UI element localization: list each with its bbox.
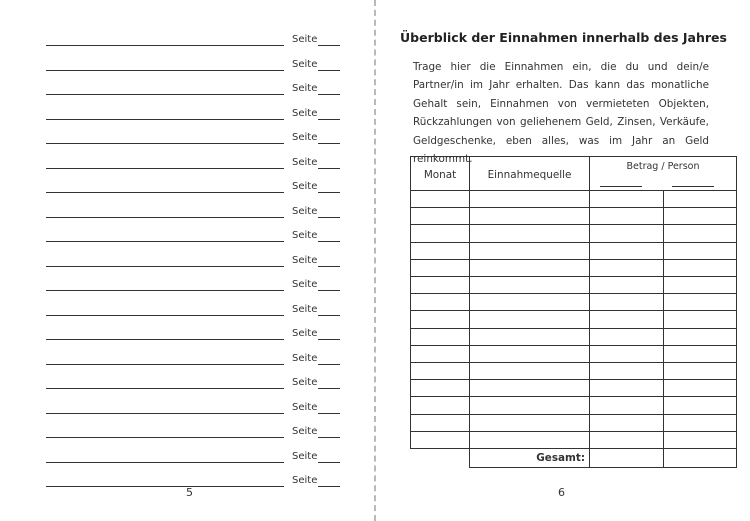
- source-cell[interactable]: [469, 207, 590, 225]
- index-page-number-blank[interactable]: [318, 143, 340, 144]
- index-entry-line[interactable]: [46, 70, 284, 71]
- index-row: [46, 273, 346, 293]
- total-person-1-cell[interactable]: [589, 448, 664, 468]
- index-page-label: Seite: [292, 303, 318, 315]
- index-entry-line[interactable]: [46, 437, 284, 438]
- table-row: [410, 242, 737, 260]
- source-cell[interactable]: [469, 362, 590, 380]
- table-row: [410, 190, 737, 208]
- index-row: [46, 224, 346, 244]
- index-row: [46, 469, 346, 489]
- amount-person-1-cell[interactable]: [589, 293, 664, 311]
- index-row: [46, 28, 346, 48]
- index-entry-line[interactable]: [46, 143, 284, 144]
- month-cell[interactable]: [410, 431, 470, 449]
- amount-person-2-cell[interactable]: [663, 362, 737, 380]
- table-row: [410, 224, 737, 242]
- amount-person-2-cell[interactable]: [663, 207, 737, 225]
- index-page-label: Seite: [292, 205, 318, 217]
- index-page-number-blank[interactable]: [318, 192, 340, 193]
- index-page-label: Seite: [292, 132, 318, 143]
- amount-person-1-cell[interactable]: [589, 396, 664, 414]
- index-row: [46, 445, 346, 465]
- month-cell[interactable]: [410, 207, 470, 225]
- amount-person-2-cell[interactable]: [663, 293, 737, 311]
- month-cell[interactable]: [410, 396, 470, 414]
- index-page-number-blank[interactable]: [318, 70, 340, 71]
- index-page-number-blank[interactable]: [318, 94, 340, 95]
- month-cell[interactable]: [410, 259, 470, 277]
- person-2-blank[interactable]: [672, 186, 714, 187]
- source-cell[interactable]: [469, 224, 590, 242]
- index-row: [46, 371, 346, 391]
- amount-person-1-cell[interactable]: [589, 276, 664, 294]
- amount-person-2-cell[interactable]: [663, 414, 737, 432]
- index-entry-line[interactable]: [46, 315, 284, 316]
- index-entry-line[interactable]: [46, 168, 284, 169]
- table-row: [410, 345, 737, 363]
- index-page-number-blank[interactable]: [318, 290, 340, 291]
- amount-person-1-cell[interactable]: [589, 362, 664, 380]
- amount-person-1-cell[interactable]: [589, 310, 664, 328]
- amount-person-2-cell[interactable]: [663, 345, 737, 363]
- index-page-number-blank[interactable]: [318, 486, 340, 487]
- month-cell[interactable]: [410, 224, 470, 242]
- index-page-number-blank[interactable]: [318, 315, 340, 316]
- index-entry-line[interactable]: [46, 364, 284, 365]
- index-row: [46, 347, 346, 367]
- index-entry-line[interactable]: [46, 486, 284, 487]
- month-cell[interactable]: [410, 379, 470, 397]
- table-row: [410, 207, 737, 225]
- amount-person-1-cell[interactable]: [589, 207, 664, 225]
- source-cell[interactable]: [469, 345, 590, 363]
- table-row: [410, 431, 737, 449]
- index-row: [46, 322, 346, 342]
- index-row: [46, 298, 346, 318]
- amount-person-2-cell[interactable]: [663, 259, 737, 277]
- month-cell[interactable]: [410, 310, 470, 328]
- total-row: [410, 448, 737, 468]
- amount-person-2-cell[interactable]: [663, 379, 737, 397]
- index-page-label: Seite: [292, 426, 318, 437]
- index-entry-line[interactable]: [46, 388, 284, 389]
- index-page-label: Seite: [292, 107, 318, 119]
- index-entry-line[interactable]: [46, 45, 284, 46]
- month-cell[interactable]: [410, 345, 470, 363]
- index-row: [46, 151, 346, 171]
- index-page-label: Seite: [292, 58, 318, 70]
- amount-person-1-cell[interactable]: [589, 431, 664, 449]
- table-row: [410, 293, 737, 311]
- table-row: [410, 276, 737, 294]
- source-cell[interactable]: [469, 379, 590, 397]
- source-cell[interactable]: [469, 259, 590, 277]
- index-row: [46, 200, 346, 220]
- index-page-number-blank[interactable]: [318, 217, 340, 218]
- page-title: Überblick der Einnahmen innerhalb des Jahres: [400, 30, 727, 45]
- page-divider: [374, 0, 376, 521]
- month-cell[interactable]: [410, 328, 470, 346]
- amount-person-1-cell[interactable]: [589, 379, 664, 397]
- amount-person-1-cell[interactable]: [589, 328, 664, 346]
- index-row: [46, 126, 346, 146]
- index-entry-line[interactable]: [46, 290, 284, 291]
- source-cell[interactable]: [469, 396, 590, 414]
- index-page-number-blank[interactable]: [318, 266, 340, 267]
- source-cell[interactable]: [469, 414, 590, 432]
- index-page-number-blank[interactable]: [318, 168, 340, 169]
- index-page-label: Seite: [292, 352, 318, 364]
- right-page: [377, 0, 750, 521]
- amount-person-2-cell[interactable]: [663, 276, 737, 294]
- table-row: [410, 414, 737, 432]
- index-entry-line[interactable]: [46, 217, 284, 218]
- header-source-label: Einnahmequelle: [487, 169, 572, 181]
- index-row: [46, 420, 346, 440]
- index-entry-line[interactable]: [46, 462, 284, 463]
- header-month: [410, 156, 470, 191]
- index-page-label: Seite: [292, 450, 318, 462]
- amount-person-2-cell[interactable]: [663, 190, 737, 208]
- index-page-number-blank[interactable]: [318, 364, 340, 365]
- index-page-label: Seite: [292, 34, 318, 45]
- intro-text: Trage hier die Einnahmen ein, die du und dein/e Partner/in im Jahr erhalten. Das kann das monatliche Gehalt sein, Einnahmen von vermieteten Objekten, Rückzahlungen von geliehenem Geld, Zinsen, Verkäufe, Geldgeschenke, eben alles, was im Jahr an Geld reinkommt.: [413, 61, 709, 166]
- index-page-number-blank[interactable]: [318, 45, 340, 46]
- index-page-label: Seite: [292, 328, 318, 339]
- index-page-number-blank[interactable]: [318, 119, 340, 120]
- month-cell[interactable]: [410, 242, 470, 260]
- total-person-2-cell[interactable]: [663, 448, 737, 468]
- month-cell[interactable]: [410, 190, 470, 208]
- index-page-number-blank[interactable]: [318, 437, 340, 438]
- amount-person-2-cell[interactable]: [663, 328, 737, 346]
- month-cell[interactable]: [410, 362, 470, 380]
- index-row: [46, 77, 346, 97]
- index-entry-line[interactable]: [46, 339, 284, 340]
- amount-person-2-cell[interactable]: [663, 310, 737, 328]
- index-page-number-blank[interactable]: [318, 462, 340, 463]
- amount-person-1-cell[interactable]: [589, 190, 664, 208]
- total-label-cell: [469, 448, 590, 468]
- index-page-label: Seite: [292, 279, 318, 290]
- header-source: [469, 156, 590, 191]
- table-row: [410, 259, 737, 277]
- month-cell[interactable]: [410, 276, 470, 294]
- header-amount: [589, 156, 737, 191]
- table-row: [410, 310, 737, 328]
- month-cell[interactable]: [410, 414, 470, 432]
- source-cell[interactable]: [469, 328, 590, 346]
- index-entry-line[interactable]: [46, 192, 284, 193]
- source-cell[interactable]: [469, 276, 590, 294]
- index-page-label: Seite: [292, 83, 318, 94]
- amount-person-1-cell[interactable]: [589, 345, 664, 363]
- table-row: [410, 379, 737, 397]
- amount-person-1-cell[interactable]: [589, 242, 664, 260]
- table-row: [410, 362, 737, 380]
- amount-person-2-cell[interactable]: [663, 431, 737, 449]
- index-entry-line[interactable]: [46, 94, 284, 95]
- index-row: [46, 396, 346, 416]
- header-amount-label: Betrag / Person: [626, 161, 700, 172]
- amount-person-1-cell[interactable]: [589, 224, 664, 242]
- index-row: [46, 53, 346, 73]
- index-entry-line[interactable]: [46, 241, 284, 242]
- index-page-number-blank[interactable]: [318, 339, 340, 340]
- index-entry-line[interactable]: [46, 413, 284, 414]
- source-cell[interactable]: [469, 310, 590, 328]
- index-entry-line[interactable]: [46, 119, 284, 120]
- index-page-label: Seite: [292, 230, 318, 241]
- index-page-number-blank[interactable]: [318, 241, 340, 242]
- page-number-right: 6: [558, 486, 565, 499]
- person-1-blank[interactable]: [600, 186, 642, 187]
- index-row: [46, 175, 346, 195]
- source-cell[interactable]: [469, 293, 590, 311]
- index-page-label: Seite: [292, 377, 318, 388]
- source-cell[interactable]: [469, 431, 590, 449]
- page-number-left: 5: [186, 486, 193, 499]
- source-cell[interactable]: [469, 190, 590, 208]
- total-label: Gesamt:: [536, 452, 585, 464]
- index-page-label: Seite: [292, 401, 318, 413]
- index-page-label: Seite: [292, 181, 318, 192]
- index-page-label: Seite: [292, 254, 318, 266]
- left-page: [0, 0, 373, 521]
- source-cell[interactable]: [469, 242, 590, 260]
- index-row: [46, 102, 346, 122]
- index-page-label: Seite: [292, 475, 318, 486]
- index-page-label: Seite: [292, 156, 318, 168]
- amount-person-2-cell[interactable]: [663, 242, 737, 260]
- amount-person-2-cell[interactable]: [663, 396, 737, 414]
- index-entry-line[interactable]: [46, 266, 284, 267]
- amount-person-1-cell[interactable]: [589, 414, 664, 432]
- amount-person-1-cell[interactable]: [589, 259, 664, 277]
- amount-person-2-cell[interactable]: [663, 224, 737, 242]
- index-row: [46, 249, 346, 269]
- month-cell[interactable]: [410, 293, 470, 311]
- table-row: [410, 328, 737, 346]
- index-page-number-blank[interactable]: [318, 388, 340, 389]
- header-month-label: Monat: [423, 169, 457, 181]
- table-row: [410, 396, 737, 414]
- index-page-number-blank[interactable]: [318, 413, 340, 414]
